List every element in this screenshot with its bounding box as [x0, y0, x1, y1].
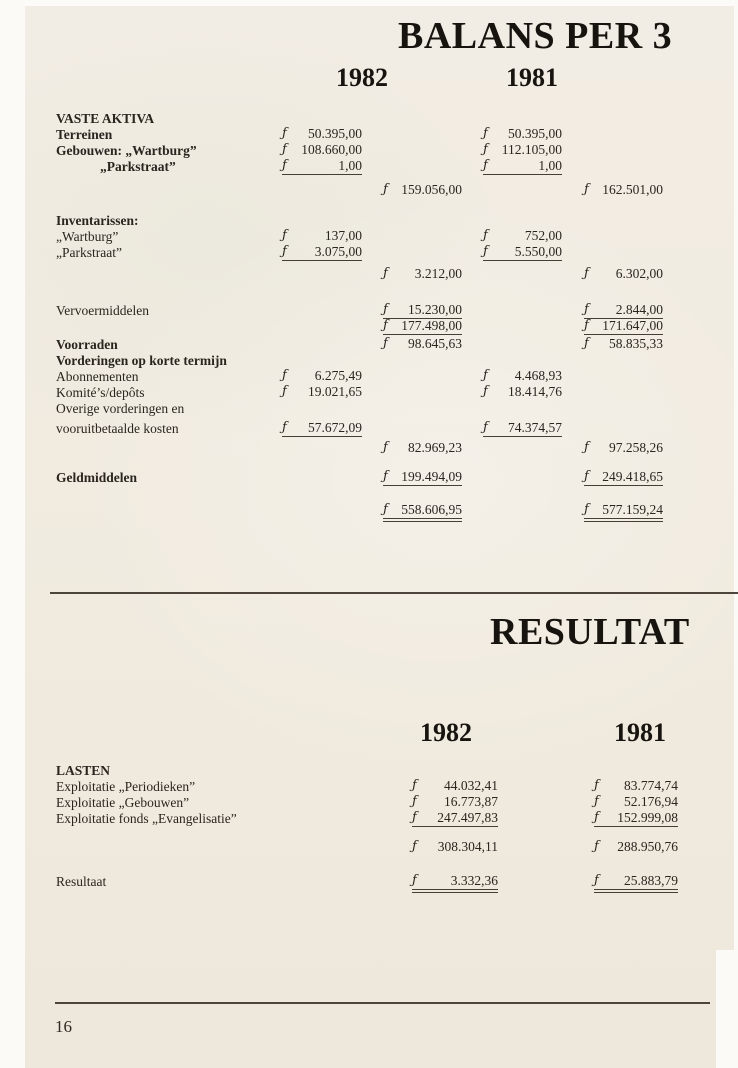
florin-icon: ƒ: [483, 142, 488, 157]
row-gebouwen-wartburg: [56, 143, 686, 159]
balans-table: [56, 111, 686, 519]
amount-1981-detail: [483, 159, 562, 175]
florin-icon: ƒ: [383, 182, 388, 197]
amount-1981-detail: [483, 245, 562, 261]
row-gebouwen-parkstraat: [56, 159, 686, 175]
amount-1982-subtotal: [383, 337, 462, 352]
florin-icon: ƒ: [594, 839, 599, 854]
row-label: Exploitatie „Gebouwen”: [56, 795, 190, 810]
amount-1981-detail: [483, 229, 562, 244]
row-exploitatie-periodieken: [56, 779, 686, 795]
row-label: Gebouwen: „Wartburg”: [56, 143, 197, 158]
row-label: Vervoermiddelen: [56, 303, 149, 318]
row-label: Overige vorderingen en: [56, 401, 185, 416]
amount-value: 1,00: [338, 158, 362, 173]
row-vaste-aktiva: [56, 111, 686, 127]
florin-icon: ƒ: [383, 302, 388, 317]
amount-value: 162.501,00: [602, 182, 663, 197]
amount-1981: [594, 840, 678, 855]
florin-icon: ƒ: [282, 244, 287, 259]
florin-icon: ƒ: [594, 810, 599, 825]
amount-1982-detail: [282, 127, 362, 142]
amount-value: 50.395,00: [308, 126, 362, 141]
amount-1982-subtotal: [383, 183, 462, 198]
scan-edge-top: [0, 0, 738, 6]
florin-icon: ƒ: [412, 873, 417, 888]
florin-icon: ƒ: [282, 368, 287, 383]
amount-1981-subtotal: [584, 183, 663, 198]
amount-value: 249.418,65: [602, 469, 663, 484]
amount-value: 16.773,87: [444, 794, 498, 809]
row-exploitatie-evangelisatie: [56, 811, 686, 827]
row-label: Komité’s/depôts: [56, 385, 145, 400]
amount-1981: [594, 795, 678, 810]
amount-value: 3.212,00: [414, 266, 462, 281]
amount-1981-detail: [483, 421, 562, 437]
row-label: LASTEN: [56, 763, 111, 778]
amount-value: 82.969,23: [408, 440, 462, 455]
amount-value: 152.999,08: [617, 810, 678, 825]
amount-1982: [412, 840, 498, 855]
amount-1981-detail: [483, 369, 562, 384]
row-resultaat: [56, 874, 686, 890]
row-abonnementen: [56, 369, 686, 385]
amount-1982: [412, 779, 498, 794]
amount-value: 5.550,00: [514, 244, 562, 259]
florin-icon: ƒ: [282, 384, 287, 399]
row-inv-parkstraat: [56, 245, 686, 261]
row-subtotal-gebouwen: [56, 183, 686, 199]
florin-icon: ƒ: [383, 318, 388, 333]
row-label: Geldmiddelen: [56, 470, 138, 485]
amount-value: 1,00: [538, 158, 562, 173]
row-terreinen: [56, 127, 686, 143]
amount-1981-subtotal: [584, 319, 663, 335]
row-vorderingen-header: [56, 353, 686, 369]
amount-value: 6.302,00: [615, 266, 663, 281]
row-komites-depots: [56, 385, 686, 401]
scan-edge-corner: [716, 950, 738, 1068]
amount-1982-detail: [282, 369, 362, 384]
amount-value: 44.032,41: [444, 778, 498, 793]
amount-1982-detail: [282, 245, 362, 261]
row-label: „Parkstraat”: [100, 159, 176, 174]
amount-1982-subtotal: [383, 319, 462, 335]
amount-value: 112.105,00: [501, 142, 562, 157]
row-overige-vorderingen: [56, 401, 686, 417]
florin-icon: ƒ: [584, 302, 589, 317]
amount-value: 199.494,09: [401, 469, 462, 484]
amount-1982-detail: [282, 143, 362, 158]
row-subtotal-inventarissen: [56, 267, 686, 283]
florin-icon: ƒ: [483, 228, 488, 243]
section-divider: [50, 592, 738, 594]
row-vooruitbetaalde-kosten: [56, 421, 686, 437]
florin-icon: ƒ: [282, 158, 287, 173]
florin-icon: ƒ: [594, 873, 599, 888]
florin-icon: ƒ: [282, 142, 287, 157]
row-vervoermiddelen: [56, 303, 686, 319]
row-label: Exploitatie fonds „Evangelisatie”: [56, 811, 237, 826]
amount-1982: [412, 811, 498, 827]
row-grand-total: [56, 503, 686, 519]
florin-icon: ƒ: [594, 778, 599, 793]
amount-value: 752,00: [524, 228, 562, 243]
florin-icon: ƒ: [383, 502, 388, 517]
florin-icon: ƒ: [584, 318, 589, 333]
row-voorraden: [56, 337, 686, 353]
florin-icon: ƒ: [584, 440, 589, 455]
balans-title: BALANS PER 3: [398, 15, 673, 57]
amount-1982-detail: [282, 159, 362, 175]
amount-1981: [594, 811, 678, 827]
florin-icon: ƒ: [383, 469, 388, 484]
row-label: Abonnementen: [56, 369, 139, 384]
amount-value: 50.395,00: [508, 126, 562, 141]
row-inventarissen: [56, 213, 686, 229]
balans-year-1981: 1981: [506, 63, 558, 92]
amount-1981-total: [584, 503, 663, 522]
amount-1981-subtotal: [584, 441, 663, 456]
amount-value: 6.275,49: [314, 368, 362, 383]
row-label: „Wartburg”: [56, 229, 119, 244]
row-exploitatie-gebouwen: [56, 795, 686, 811]
florin-icon: ƒ: [483, 384, 488, 399]
amount-1982-total: [383, 503, 462, 522]
florin-icon: ƒ: [584, 469, 589, 484]
footer-divider: [55, 1002, 710, 1004]
amount-value: 171.647,00: [602, 318, 663, 333]
amount-1982-subtotal: [383, 267, 462, 282]
amount-1982-detail: [282, 385, 362, 400]
amount-1981-subtotal: [584, 267, 663, 282]
row-subtotal-vorderingen: [56, 441, 686, 457]
florin-icon: ƒ: [483, 126, 488, 141]
resultaten-table: [56, 763, 686, 890]
florin-icon: ƒ: [594, 794, 599, 809]
row-total-vaste-aktiva: [56, 319, 686, 335]
amount-value: 52.176,94: [624, 794, 678, 809]
amount-value: 108.660,00: [301, 142, 362, 157]
florin-icon: ƒ: [483, 244, 488, 259]
amount-1982-detail: [282, 421, 362, 437]
row-label: Exploitatie „Periodieken”: [56, 779, 196, 794]
florin-icon: ƒ: [483, 158, 488, 173]
florin-icon: ƒ: [483, 368, 488, 383]
florin-icon: ƒ: [412, 810, 417, 825]
amount-value: 159.056,00: [401, 182, 462, 197]
amount-value: 97.258,26: [609, 440, 663, 455]
florin-icon: ƒ: [383, 266, 388, 281]
florin-icon: ƒ: [584, 266, 589, 281]
amount-value: 18.414,76: [508, 384, 562, 399]
florin-icon: ƒ: [412, 778, 417, 793]
amount-value: 308.304,11: [437, 839, 498, 854]
resultaten-title: RESULTAT: [490, 611, 690, 653]
page-number: 16: [55, 1017, 72, 1036]
row-label: Resultaat: [56, 874, 107, 889]
scan-edge-left: [0, 0, 25, 1068]
amount-value: 98.645,63: [408, 336, 462, 351]
amount-value: 58.835,33: [609, 336, 663, 351]
amount-value: 577.159,24: [602, 502, 663, 517]
amount-value: 57.672,09: [308, 420, 362, 435]
amount-value: 15.230,00: [408, 302, 462, 317]
amount-1981-detail: [483, 385, 562, 400]
florin-icon: ƒ: [584, 182, 589, 197]
amount-value: 137,00: [324, 228, 362, 243]
row-label: Inventarissen:: [56, 213, 139, 228]
amount-1981-subtotal: [584, 337, 663, 352]
scan-edge-right: [734, 0, 738, 1068]
row-label: Vorderingen op korte termijn: [56, 353, 227, 368]
row-inv-wartburg: [56, 229, 686, 245]
florin-icon: ƒ: [412, 794, 417, 809]
amount-value: 19.021,65: [308, 384, 362, 399]
amount-1981-subtotal: [584, 470, 663, 486]
florin-icon: ƒ: [584, 336, 589, 351]
row-lasten-subtotal: [56, 840, 686, 856]
amount-1982-detail: [282, 229, 362, 244]
row-label: VASTE AKTIVA: [56, 111, 155, 126]
amount-1982: [412, 795, 498, 810]
amount-value: 3.075,00: [314, 244, 362, 259]
florin-icon: ƒ: [383, 440, 388, 455]
florin-icon: ƒ: [282, 420, 287, 435]
amount-value: 3.332,36: [450, 873, 498, 888]
amount-value: 288.950,76: [617, 839, 678, 854]
amount-value: 247.497,83: [437, 810, 498, 825]
row-lasten: [56, 763, 686, 779]
resultaten-year-1982: 1982: [420, 718, 472, 747]
florin-icon: ƒ: [412, 839, 417, 854]
amount-1982-subtotal: [383, 303, 462, 319]
amount-1982: [412, 874, 498, 893]
amount-1981-detail: [483, 143, 562, 158]
amount-1981-subtotal: [584, 303, 663, 319]
row-label: Voorraden: [56, 337, 118, 352]
florin-icon: ƒ: [584, 502, 589, 517]
amount-value: 83.774,74: [624, 778, 678, 793]
amount-1982-subtotal: [383, 441, 462, 456]
amount-value: 4.468,93: [514, 368, 562, 383]
balans-year-1982: 1982: [336, 63, 388, 92]
amount-value: 558.606,95: [401, 502, 462, 517]
row-label: „Parkstraat”: [56, 245, 122, 260]
resultaten-year-1981: 1981: [614, 718, 666, 747]
amount-value: 25.883,79: [624, 873, 678, 888]
row-label: vooruitbetaalde kosten: [56, 421, 179, 436]
amount-1982-subtotal: [383, 470, 462, 486]
amount-1981: [594, 779, 678, 794]
row-geldmiddelen: [56, 470, 686, 486]
florin-icon: ƒ: [383, 336, 388, 351]
amount-1981-detail: [483, 127, 562, 142]
amount-value: 2.844,00: [615, 302, 663, 317]
row-label: Terreinen: [56, 127, 113, 142]
florin-icon: ƒ: [483, 420, 488, 435]
florin-icon: ƒ: [282, 228, 287, 243]
amount-value: 177.498,00: [401, 318, 462, 333]
florin-icon: ƒ: [282, 126, 287, 141]
amount-1981: [594, 874, 678, 893]
amount-value: 74.374,57: [508, 420, 562, 435]
